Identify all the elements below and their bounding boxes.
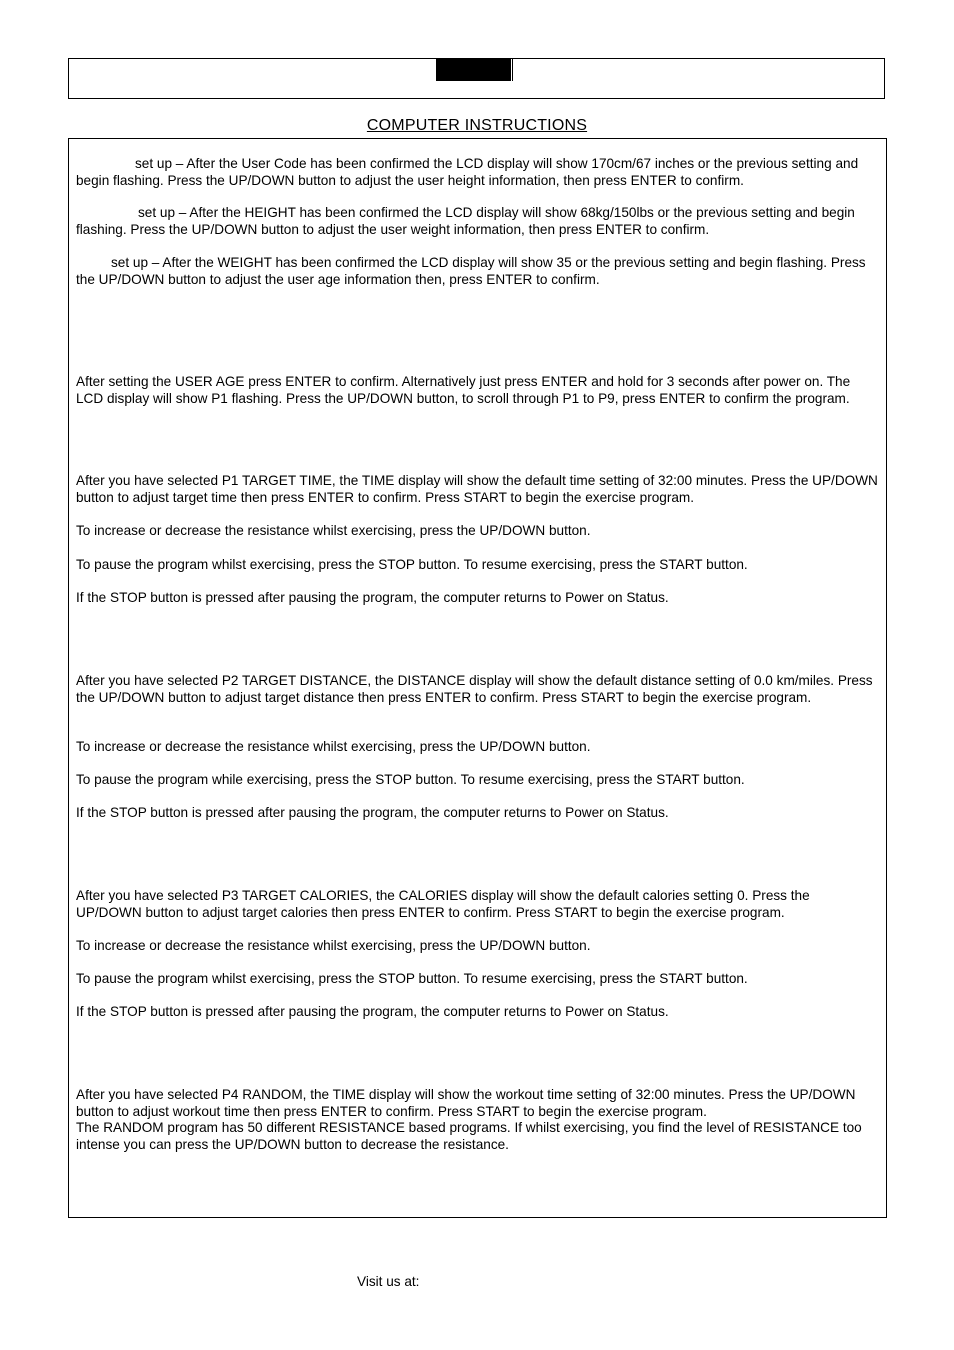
p2-resistance-paragraph: To increase or decrease the resistance whilst exercising, press the UP/DOWN button. (76, 739, 591, 754)
p3-target-calories-paragraph: After you have selected P3 TARGET CALORIES, the CALORIES display will show the default calories setting 0. Press the UP/DOWN button to adjust target calories then press ENTER to confirm. Press START to begin the exercise program. (76, 888, 810, 920)
p1-resistance-paragraph: To increase or decrease the resistance whilst exercising, press the UP/DOWN button. (76, 523, 591, 538)
p1-pause-paragraph: To pause the program whilst exercising, press the STOP button. To resume exercising, press the START button. (76, 557, 748, 572)
program-select-paragraph: After setting the USER AGE press ENTER to confirm. Alternatively just press ENTER and hold for 3 seconds after power on. The LCD display will show P1 flashing. Press the UP/DOWN button, to scroll through P1 to P9, press ENTER to confirm the program. (76, 374, 851, 406)
p1-stop-paragraph: If the STOP button is pressed after pausing the program, the computer returns to Power on Status. (76, 590, 669, 605)
p3-resistance-paragraph: To increase or decrease the resistance whilst exercising, press the UP/DOWN button. (76, 938, 591, 953)
header-divider (510, 59, 513, 81)
p2-target-distance-paragraph: After you have selected P2 TARGET DISTANCE, the DISTANCE display will show the default distance setting of 0.0 km/miles. Press the UP/DOWN button to adjust target distance then press ENTER to confirm. Press START to begin the exercise program. (76, 673, 873, 705)
weight-setup-paragraph: set up – After the HEIGHT has been confirmed the LCD display will show 68kg/150lbs or the previous setting and begin flashing. Press the UP/DOWN button to adjust the user weight information, then press ENTER to confirm. (76, 205, 855, 237)
p4-random-resistance-paragraph: The RANDOM program has 50 different RESISTANCE based programs. If whilst exercising, you find the level of RESISTANCE too intense you can press the UP/DOWN button to decrease the resistance. (76, 1120, 862, 1152)
p1-target-time-paragraph: After you have selected P1 TARGET TIME, the TIME display will show the default time setting of 32:00 minutes. Press the UP/DOWN button to adjust target time then press ENTER to confirm. Press START to begin the exercise program. (76, 473, 878, 505)
header-title-block (436, 59, 510, 81)
height-setup-paragraph: set up – After the User Code has been confirmed the LCD display will show 170cm/67 inches or the previous setting and begin flashing. Press the UP/DOWN button to adjust the user height information, then press ENTER to confirm. (76, 156, 859, 188)
p2-pause-paragraph: To pause the program while exercising, press the STOP button. To resume exercising, press the START button. (76, 772, 745, 787)
p2-stop-paragraph: If the STOP button is pressed after pausing the program, the computer returns to Power on Status. (76, 805, 669, 820)
header-box (68, 58, 885, 99)
p3-stop-paragraph: If the STOP button is pressed after pausing the program, the computer returns to Power on Status. (76, 1004, 669, 1019)
footer-visit-text: Visit us at: (357, 1274, 420, 1289)
age-setup-paragraph: set up – After the WEIGHT has been confirmed the LCD display will show 35 or the previous setting and begin flashing. Press the UP/DOWN button to adjust the user age information then, press ENTER to confirm. (76, 255, 866, 287)
p3-pause-paragraph: To pause the program whilst exercising, press the STOP button. To resume exercising, press the START button. (76, 971, 748, 986)
page-title: COMPUTER INSTRUCTIONS (366, 117, 588, 134)
p4-random-paragraph: After you have selected P4 RANDOM, the TIME display will show the workout time setting of 32:00 minutes. Press the UP/DOWN button to adjust workout time then press ENTER to confirm. Press START to begin the exercise program. (76, 1087, 856, 1119)
